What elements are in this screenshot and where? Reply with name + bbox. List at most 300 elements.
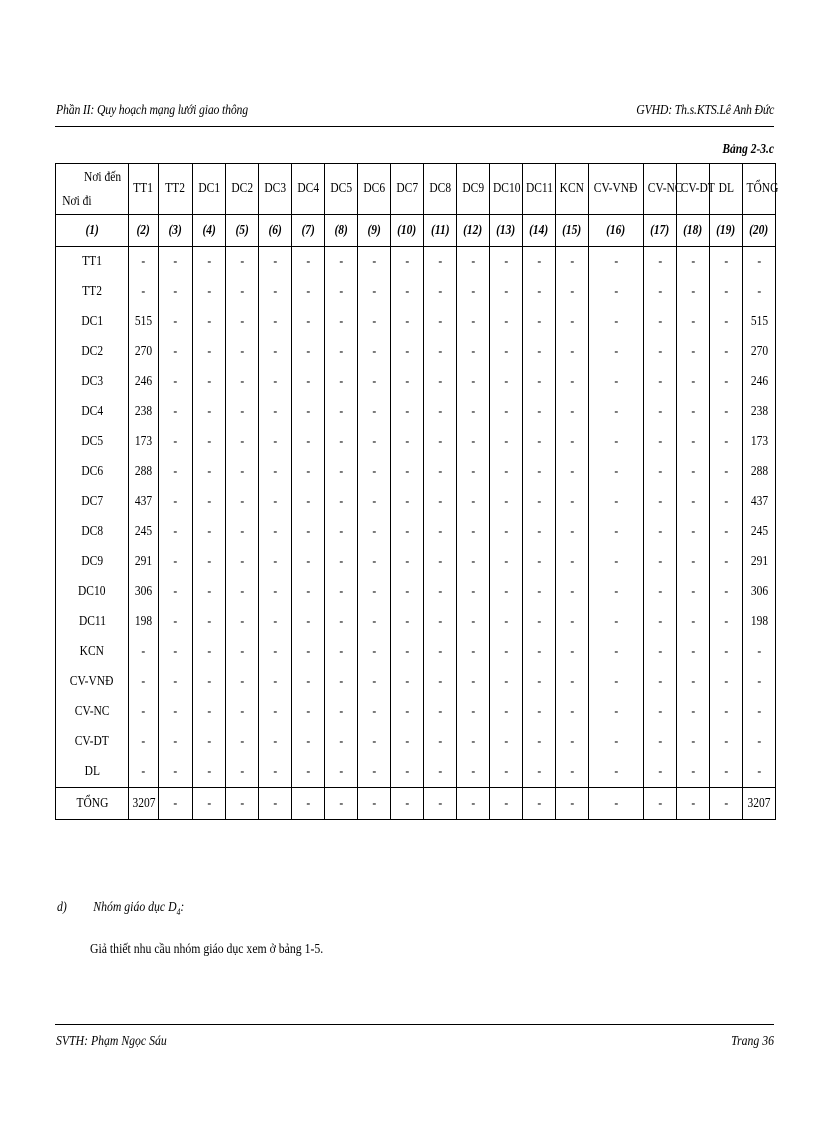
table-cell-text: - xyxy=(614,254,618,269)
table-cell xyxy=(391,277,424,307)
table-cell xyxy=(677,277,710,307)
table-cell-text: - xyxy=(504,464,508,479)
table-cell xyxy=(644,667,677,697)
table-cell-text: - xyxy=(757,284,761,299)
table-cell-text: - xyxy=(141,644,146,659)
table-cell xyxy=(193,367,226,397)
table-cell-text: - xyxy=(405,284,409,299)
od-matrix-table xyxy=(55,163,779,820)
table-cell xyxy=(358,757,391,788)
table-cell-text: - xyxy=(306,404,310,419)
column-header-text: DC9 xyxy=(462,181,484,196)
column-header-text: DC4 xyxy=(297,181,319,196)
table-cell-text: - xyxy=(207,314,211,329)
table-cell-text: - xyxy=(207,554,211,569)
table-cell xyxy=(292,757,325,788)
table-cell xyxy=(226,427,259,457)
table-cell-text: - xyxy=(273,524,277,539)
table-cell xyxy=(710,457,743,487)
table-cell xyxy=(677,547,710,577)
table-cell-text: - xyxy=(537,374,541,389)
table-cell xyxy=(424,307,457,337)
row-label-text: DC1 xyxy=(81,314,103,329)
index-cell-text: (16) xyxy=(606,222,626,238)
table-cell xyxy=(424,637,457,667)
index-cell xyxy=(259,215,292,247)
table-cell xyxy=(226,487,259,517)
index-cell-text: (11) xyxy=(430,222,450,238)
table-cell-text: - xyxy=(372,404,376,419)
table-cell-text: - xyxy=(724,434,728,449)
table-cell xyxy=(391,307,424,337)
table-cell-text: - xyxy=(504,584,508,599)
column-header-text: DL xyxy=(718,181,734,196)
table-cell xyxy=(589,277,644,307)
table-cell xyxy=(259,457,292,487)
table-cell-text: - xyxy=(724,464,728,479)
table-cell-text: - xyxy=(273,344,277,359)
total-cell xyxy=(457,788,490,820)
table-cell-text: - xyxy=(339,374,343,389)
table-cell xyxy=(193,577,226,607)
table-cell-text: - xyxy=(724,494,728,509)
table-cell-text: - xyxy=(537,344,541,359)
table-cell xyxy=(259,427,292,457)
table-cell-text: - xyxy=(173,734,178,749)
table-cell xyxy=(159,337,193,367)
corner-to: Nơi đến xyxy=(83,170,121,185)
row-label xyxy=(56,307,129,337)
total-cell xyxy=(358,788,391,820)
total-cell xyxy=(129,788,159,820)
table-cell xyxy=(193,757,226,788)
table-cell-text: - xyxy=(339,764,343,779)
column-header-text: DC3 xyxy=(264,181,286,196)
table-cell xyxy=(644,607,677,637)
table-cell xyxy=(358,397,391,427)
table-cell-text: - xyxy=(537,314,541,329)
table-cell xyxy=(457,577,490,607)
table-cell xyxy=(490,607,523,637)
table-cell xyxy=(457,427,490,457)
row-label-text: CV-DT xyxy=(74,734,110,749)
table-cell xyxy=(677,757,710,788)
table-cell-text: - xyxy=(372,644,376,659)
table-cell-text: - xyxy=(339,314,343,329)
table-cell xyxy=(556,427,589,457)
table-row xyxy=(56,427,776,457)
index-cell xyxy=(589,215,644,247)
table-cell-text: - xyxy=(658,464,662,479)
total-cell-text: - xyxy=(658,795,662,811)
table-cell-text: - xyxy=(724,734,728,749)
table-cell xyxy=(457,727,490,757)
table-cell xyxy=(424,397,457,427)
table-cell-text: - xyxy=(691,494,695,509)
table-cell xyxy=(129,427,159,457)
table-cell xyxy=(644,727,677,757)
table-cell xyxy=(193,397,226,427)
table-cell-text: 291 xyxy=(134,554,153,569)
table-cell-text: - xyxy=(658,434,662,449)
column-header xyxy=(424,164,457,215)
total-cell xyxy=(259,788,292,820)
total-cell-text: - xyxy=(438,795,442,811)
column-header xyxy=(391,164,424,215)
table-row xyxy=(56,397,776,427)
index-cell xyxy=(644,215,677,247)
table-cell-text: - xyxy=(724,374,728,389)
table-cell xyxy=(193,517,226,547)
table-cell xyxy=(710,757,743,788)
table-cell xyxy=(391,547,424,577)
table-cell-text: - xyxy=(372,314,376,329)
table-cell-text: - xyxy=(504,734,508,749)
table-cell-text: - xyxy=(691,644,695,659)
table-cell-text: - xyxy=(273,554,277,569)
table-cell xyxy=(677,607,710,637)
table-cell-text: - xyxy=(405,674,409,689)
table-cell-text: - xyxy=(372,374,376,389)
table-cell xyxy=(490,757,523,788)
table-cell xyxy=(358,247,391,278)
table-cell xyxy=(159,307,193,337)
table-cell-text: - xyxy=(471,674,475,689)
table-cell xyxy=(325,487,358,517)
column-header xyxy=(292,164,325,215)
table-cell-text: - xyxy=(757,704,761,719)
table-cell-text: - xyxy=(306,314,310,329)
table-cell xyxy=(129,547,159,577)
table-cell-text: - xyxy=(207,284,211,299)
index-cell-text: (3) xyxy=(168,222,183,238)
column-header-text: DC5 xyxy=(330,181,352,196)
table-cell-text: - xyxy=(537,764,541,779)
index-cell xyxy=(743,215,776,247)
table-cell xyxy=(325,757,358,788)
table-cell xyxy=(457,637,490,667)
table-cell xyxy=(358,607,391,637)
table-cell-text: - xyxy=(570,434,574,449)
total-cell xyxy=(490,788,523,820)
table-cell xyxy=(292,277,325,307)
table-cell-text: - xyxy=(438,584,442,599)
table-cell-text: - xyxy=(339,674,343,689)
table-cell-text: - xyxy=(691,584,695,599)
table-cell xyxy=(193,457,226,487)
row-label-text: TT1 xyxy=(82,254,102,269)
table-cell-text: - xyxy=(306,254,310,269)
table-cell-text: - xyxy=(207,404,211,419)
table-cell-text: - xyxy=(372,344,376,359)
table-cell xyxy=(490,397,523,427)
table-cell xyxy=(193,247,226,278)
table-cell-text: - xyxy=(614,734,618,749)
table-cell xyxy=(589,427,644,457)
table-cell-text: - xyxy=(570,674,574,689)
table-cell xyxy=(259,307,292,337)
table-cell-text: - xyxy=(438,704,442,719)
table-cell-text: - xyxy=(614,644,618,659)
table-cell xyxy=(226,607,259,637)
table-cell xyxy=(391,517,424,547)
table-cell xyxy=(358,667,391,697)
table-cell xyxy=(743,247,776,278)
table-cell xyxy=(457,247,490,278)
table-cell xyxy=(292,397,325,427)
table-cell-text: - xyxy=(658,494,662,509)
table-cell xyxy=(710,487,743,517)
table-cell-text: - xyxy=(537,614,541,629)
body-paragraph: Giả thiết nhu cầu nhóm giáo dục xem ở bảng 1-5. xyxy=(90,942,324,957)
table-cell xyxy=(677,367,710,397)
table-cell-text: 288 xyxy=(750,464,768,479)
table-cell xyxy=(490,727,523,757)
index-cell-text: (7) xyxy=(301,222,315,238)
row-label xyxy=(56,577,129,607)
page-header-right: GVHD: Th.s.KTS.Lê Anh Đức xyxy=(636,103,774,118)
index-cell xyxy=(424,215,457,247)
column-header xyxy=(523,164,556,215)
table-cell-text: - xyxy=(405,584,409,599)
table-cell-text: - xyxy=(306,584,310,599)
table-cell-text: - xyxy=(438,554,442,569)
table-cell xyxy=(358,487,391,517)
table-cell xyxy=(743,667,776,697)
index-cell xyxy=(159,215,193,247)
table-cell xyxy=(424,247,457,278)
table-cell xyxy=(424,727,457,757)
table-cell xyxy=(259,367,292,397)
table-cell-text: 437 xyxy=(134,494,153,509)
table-cell xyxy=(391,637,424,667)
table-cell-text: - xyxy=(240,494,244,509)
total-row xyxy=(56,788,776,820)
table-cell-text: - xyxy=(658,704,662,719)
table-cell-text: - xyxy=(306,674,310,689)
table-cell-text: - xyxy=(141,674,146,689)
row-label-text: KCN xyxy=(79,644,105,659)
table-cell-text: - xyxy=(405,494,409,509)
table-cell-text: - xyxy=(273,434,277,449)
table-cell-text: - xyxy=(537,254,541,269)
table-cell xyxy=(457,547,490,577)
table-cell-text: - xyxy=(691,404,695,419)
total-cell xyxy=(424,788,457,820)
table-cell-text: - xyxy=(658,374,662,389)
table-cell-text: - xyxy=(724,404,728,419)
table-cell xyxy=(523,367,556,397)
table-cell xyxy=(193,607,226,637)
column-header xyxy=(358,164,391,215)
table-cell xyxy=(523,637,556,667)
index-cell-text: (4) xyxy=(202,222,216,238)
table-cell xyxy=(129,727,159,757)
table-cell xyxy=(226,577,259,607)
table-cell xyxy=(159,697,193,727)
table-cell xyxy=(159,427,193,457)
index-row xyxy=(56,215,776,247)
row-label xyxy=(56,277,129,307)
table-cell-text: - xyxy=(405,734,409,749)
table-cell xyxy=(457,307,490,337)
table-cell xyxy=(259,517,292,547)
table-cell xyxy=(325,637,358,667)
table-cell-text: - xyxy=(438,464,442,479)
table-cell-text: - xyxy=(372,674,376,689)
column-header xyxy=(677,164,715,215)
table-cell-text: - xyxy=(438,524,442,539)
table-cell-text: - xyxy=(339,704,343,719)
table-cell-text: - xyxy=(537,284,541,299)
table-cell xyxy=(292,577,325,607)
table-cell xyxy=(325,697,358,727)
table-cell xyxy=(523,577,556,607)
table-cell-text: - xyxy=(273,494,277,509)
table-cell xyxy=(710,637,743,667)
table-cell-text: 306 xyxy=(750,584,768,599)
table-cell-text: - xyxy=(173,764,178,779)
table-cell-text: - xyxy=(691,344,695,359)
table-cell xyxy=(358,637,391,667)
table-cell xyxy=(226,367,259,397)
row-label-text: DC9 xyxy=(81,554,103,569)
table-cell-text: - xyxy=(471,494,475,509)
table-cell xyxy=(710,337,743,367)
table-cell xyxy=(589,307,644,337)
table-cell-text: 198 xyxy=(750,614,768,629)
table-cell-text: - xyxy=(471,704,475,719)
table-cell-text: - xyxy=(504,494,508,509)
column-header-text: TỔNG xyxy=(746,181,779,196)
table-cell-text: - xyxy=(405,554,409,569)
table-cell-text: - xyxy=(372,254,376,269)
table-cell xyxy=(523,727,556,757)
total-cell-text: - xyxy=(471,795,475,811)
table-cell-text: - xyxy=(273,314,277,329)
row-label-text: DC4 xyxy=(81,404,103,419)
table-cell xyxy=(391,697,424,727)
table-cell xyxy=(424,277,457,307)
table-cell xyxy=(159,667,193,697)
table-cell xyxy=(457,757,490,788)
page-footer-left: SVTH: Phạm Ngọc Sáu xyxy=(56,1034,167,1049)
table-cell-text: - xyxy=(537,554,541,569)
table-cell xyxy=(556,727,589,757)
table-cell-text: - xyxy=(306,614,310,629)
row-label xyxy=(56,367,129,397)
table-cell xyxy=(710,667,743,697)
row-label-text: DC2 xyxy=(81,344,103,359)
table-cell xyxy=(743,757,776,788)
table-cell-text: - xyxy=(141,764,146,779)
table-cell xyxy=(159,247,193,278)
table-cell-text: - xyxy=(405,344,409,359)
table-cell-text: - xyxy=(614,614,618,629)
table-cell xyxy=(556,457,589,487)
table-cell xyxy=(129,247,159,278)
table-cell-text: - xyxy=(405,764,409,779)
table-cell-text: - xyxy=(372,704,376,719)
table-cell-text: - xyxy=(570,644,574,659)
table-cell xyxy=(259,277,292,307)
column-header-text: DC6 xyxy=(363,181,385,196)
table-cell-text: - xyxy=(372,434,376,449)
table-cell-text: 245 xyxy=(134,524,153,539)
table-cell xyxy=(292,427,325,457)
table-cell xyxy=(159,487,193,517)
table-row xyxy=(56,757,776,788)
table-cell-text: - xyxy=(240,614,244,629)
table-cell-text: - xyxy=(141,284,146,299)
table-cell xyxy=(490,457,523,487)
table-cell-text: - xyxy=(658,524,662,539)
table-cell xyxy=(743,607,776,637)
table-cell-text: - xyxy=(614,464,618,479)
index-cell xyxy=(523,215,556,247)
table-cell-text: - xyxy=(405,404,409,419)
table-cell-text: - xyxy=(570,704,574,719)
corner-from: Nơi đi xyxy=(62,194,92,209)
table-cell-text: - xyxy=(614,674,618,689)
table-cell-text: - xyxy=(306,704,310,719)
index-cell-text: (13) xyxy=(496,222,516,238)
table-cell-text: - xyxy=(504,524,508,539)
row-label xyxy=(56,397,129,427)
table-cell xyxy=(193,697,226,727)
table-cell xyxy=(589,487,644,517)
table-cell xyxy=(523,757,556,788)
table-cell xyxy=(159,367,193,397)
table-cell xyxy=(159,517,193,547)
table-cell xyxy=(129,397,159,427)
table-cell xyxy=(490,427,523,457)
row-label-text: DC11 xyxy=(78,614,106,629)
table-cell xyxy=(677,577,710,607)
table-cell xyxy=(556,547,589,577)
table-cell-text: - xyxy=(570,344,574,359)
table-cell xyxy=(424,337,457,367)
table-cell xyxy=(743,277,776,307)
table-cell-text: - xyxy=(405,704,409,719)
table-cell-text: - xyxy=(757,254,761,269)
row-label xyxy=(56,337,129,367)
table-row xyxy=(56,577,776,607)
table-cell xyxy=(644,457,677,487)
table-cell-text: - xyxy=(471,764,475,779)
table-cell-text: - xyxy=(240,434,244,449)
table-cell xyxy=(424,547,457,577)
table-cell-text: - xyxy=(240,734,244,749)
table-cell xyxy=(644,697,677,727)
table-row xyxy=(56,367,776,397)
table-cell xyxy=(743,577,776,607)
table-cell-text: - xyxy=(724,704,728,719)
table-cell-text: - xyxy=(471,614,475,629)
table-cell xyxy=(391,367,424,397)
table-cell xyxy=(523,667,556,697)
total-cell xyxy=(644,788,677,820)
table-cell-text: - xyxy=(537,494,541,509)
table-cell xyxy=(292,367,325,397)
total-cell-text: 3207 xyxy=(132,795,155,811)
table-cell-text: - xyxy=(691,764,695,779)
table-cell xyxy=(129,307,159,337)
table-cell-text: - xyxy=(438,314,442,329)
table-cell-text: - xyxy=(372,284,376,299)
table-cell-text: - xyxy=(372,614,376,629)
table-cell xyxy=(424,457,457,487)
